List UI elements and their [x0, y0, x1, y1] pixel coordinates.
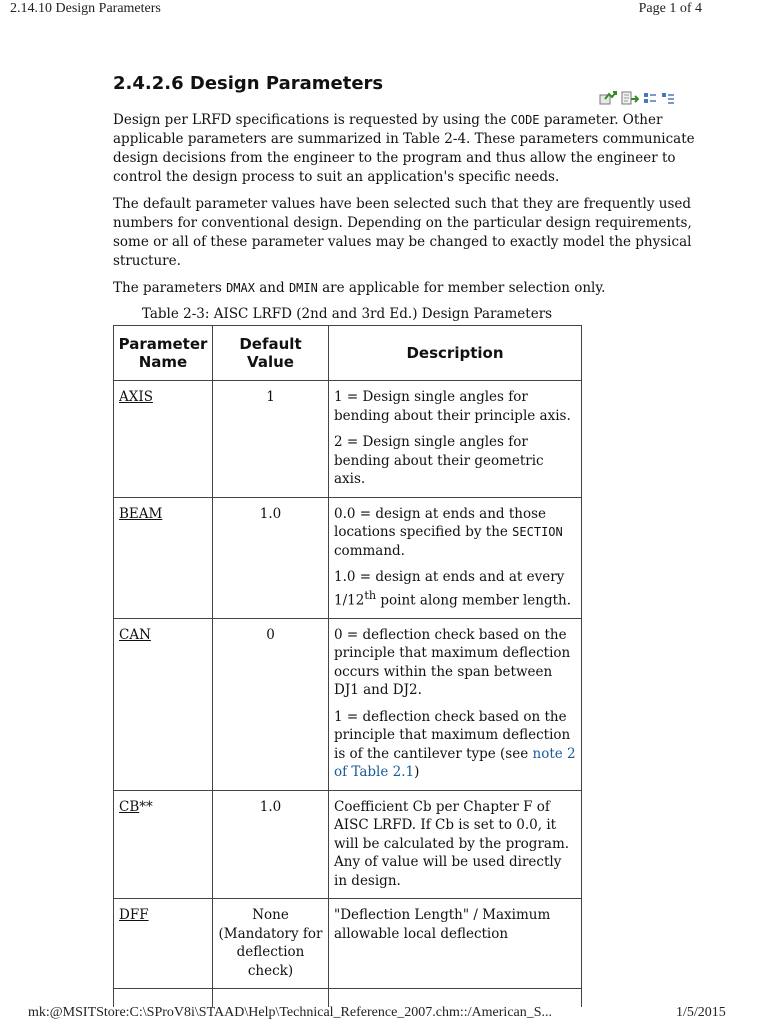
param-link-dff[interactable]: DFF: [119, 907, 149, 923]
table-row-beam: [114, 497, 582, 618]
param-link-can[interactable]: CAN: [119, 626, 151, 643]
default-dff: None (Mandatory for deflection check): [213, 899, 329, 989]
default-can: 0: [213, 618, 329, 790]
desc-dff-1: "Deflection Length" / Maximum allowable local deflection: [334, 907, 551, 942]
table-row-can: [114, 618, 582, 790]
desc-can-2: 1 = deflection check based on the principle that maximum deflection is of the cantilever type (see note 2 of Table 2.1): [334, 708, 576, 780]
desc-beam-1: 0.0 = design at ends and those locations specified by the SECTION command.: [334, 505, 563, 559]
expand-all-icon[interactable]: [661, 90, 675, 106]
desc-beam-2: 1.0 = design at ends and at every 1/12th point along member length.: [334, 569, 572, 608]
table-header-row: [114, 326, 582, 381]
help-toolbar: [599, 90, 675, 106]
header-default-value: Default Value: [213, 326, 329, 381]
header-description: Description: [329, 326, 582, 381]
desc-can-1: 0 = deflection check based on the principle that maximum deflection occurs within the span between DJ1 and DJ2.: [334, 626, 571, 698]
cb-footnote-marker: **: [139, 798, 153, 815]
header-parameter-name: Parameter Name: [114, 326, 213, 381]
desc-axis-2: 2 = Design single angles for bending about their geometric axis.: [334, 434, 544, 487]
footer-date: 1/5/2015: [676, 1005, 726, 1020]
desc-cb-1: Coefficient Cb per Chapter F of AISC LRFD. If Cb is set to 0.0, it will be calculated by the program. Any of value will be used directly in design.: [334, 798, 570, 889]
intro-paragraph-3: The parameters DMAX and DMIN are applicable for member selection only.: [113, 280, 606, 296]
param-link-cb[interactable]: CB: [119, 798, 140, 815]
desc-axis-1: 1 = Design single angles for bending about their principle axis.: [334, 389, 571, 424]
header-page-number: Page 1 of 4: [638, 1, 702, 16]
default-cb: 1.0: [213, 790, 329, 899]
intro-text: [113, 111, 713, 306]
table-row-cb: [114, 790, 582, 899]
note-2-table-2-1-link[interactable]: note 2 of Table 2.1: [334, 745, 576, 780]
param-link-beam[interactable]: BEAM: [119, 505, 163, 522]
intro-paragraph-1: Design per LRFD specifications is requested by using the CODE parameter. Other applicable parameters are summarized in Table 2-4. These parameters communicate design decisions from the engineer to the program and thus allow the engineer to control the design process to suit an application's specific needs.: [113, 112, 695, 185]
default-axis: 1: [213, 381, 329, 498]
table-row-dff: [114, 899, 582, 989]
section-keyword: SECTION: [512, 525, 563, 539]
param-link-axis[interactable]: AXIS: [119, 389, 153, 405]
show-in-contents-icon[interactable]: [621, 90, 639, 106]
intro-paragraph-2: The default parameter values have been selected such that they are frequently used numbers for conventional design. Depending on the particular design requirements, some or all of these parameter values may be changed to exactly model the physical structure.: [113, 196, 692, 269]
parameters-table: [113, 325, 582, 1007]
sync-toc-icon[interactable]: [599, 90, 617, 106]
table-caption: Table 2-3: AISC LRFD (2nd and 3rd Ed.) Design Parameters: [141, 306, 553, 322]
page-title: 2.4.2.6 Design Parameters: [113, 73, 384, 94]
table-row-axis: [114, 381, 582, 498]
dmin-keyword: DMIN: [288, 281, 318, 295]
collapse-all-icon[interactable]: [643, 90, 657, 106]
default-beam: 1.0: [213, 497, 329, 618]
footer-source-path: mk:@MSITStore:C:\SProV8i\STAAD\Help\Technical_Reference_2007.chm::/American_S...: [28, 1005, 553, 1020]
code-keyword: CODE: [510, 113, 540, 127]
header-section-ref: 2.14.10 Design Parameters: [10, 1, 161, 16]
dmax-keyword: DMAX: [226, 281, 255, 295]
